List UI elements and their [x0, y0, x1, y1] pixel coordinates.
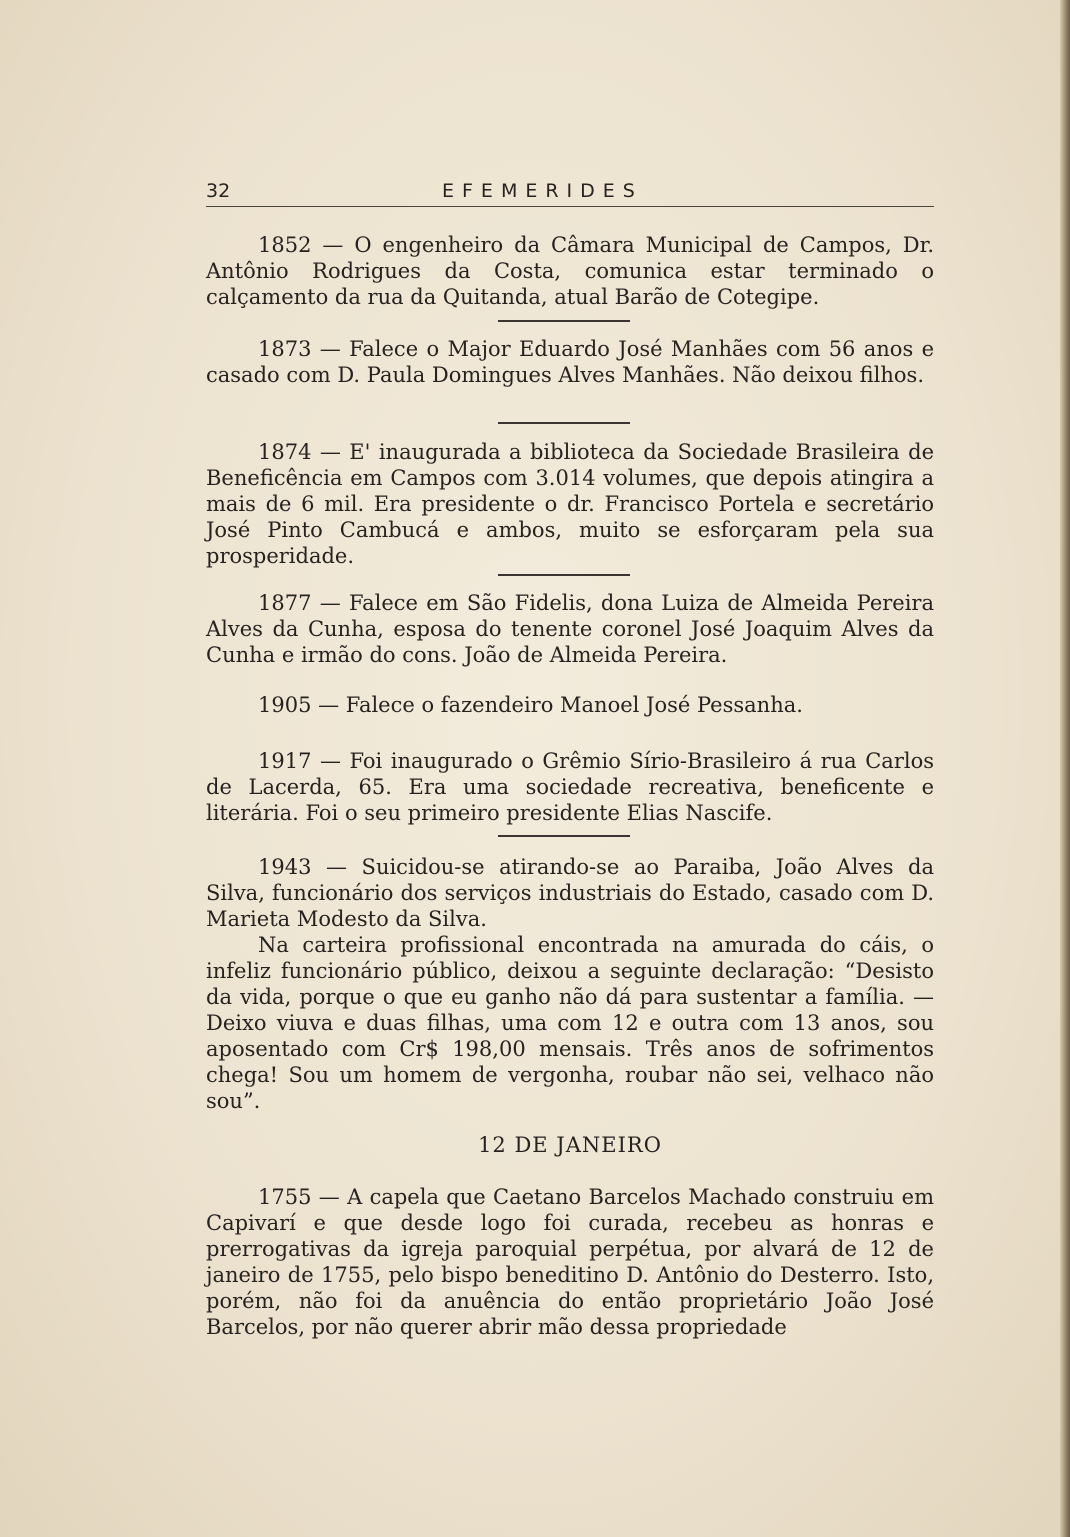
entry-1943-continuation	[206, 932, 934, 1114]
entry-text: 1877 — Falece em São Fidelis, dona Luiza de Almeida Pereira Alves da Cunha, esposa do tenente coronel José Joaquim Alves da Cunha e irmão do cons. João de Almeida Pereira.	[206, 591, 934, 667]
page-edge	[1060, 0, 1070, 1537]
entry-text: 1905 — Falece o fazendeiro Manoel José Pessanha.	[258, 693, 803, 717]
entry-1874	[206, 439, 934, 569]
entry-text: 1943 — Suicidou-se atirando-se ao Paraiba, João Alves da Silva, funcionário dos serviços industriais do Estado, casado com D. Marieta Modesto da Silva.	[206, 855, 934, 931]
entry-text: 1852 — O engenheiro da Câmara Municipal de Campos, Dr. Antônio Rodrigues da Costa, comunica estar terminado o calçamento da rua da Quitanda, atual Barão de Cotegipe.	[206, 233, 934, 309]
entry-1943	[206, 854, 934, 932]
entry-text: 1755 — A capela que Caetano Barcelos Machado construiu em Capivarí e que desde logo foi curada, recebeu as honras e prerrogativas da igreja paroquial perpétua, por alvará de 12 de janeiro de 1755, pelo bispo beneditino D. Antônio do Desterro. Isto, porém, não foi da anuência do então proprietário João José Barcelos, por não querer abrir mão dessa propriedade	[206, 1185, 934, 1339]
entry-text: Na carteira profissional encontrada na amurada do cáis, o infeliz funcionário público, deixou a seguinte declaração: “Desisto da vida, porque o que eu ganho não dá para sustentar a família. — Deixo viuva e duas filhas, uma com 12 e outra com 13 anos, sou aposentado com Cr$ 198,00 mensais. Três anos de sofrimentos chega! Sou um homem de vergonha, roubar não sei, velhaco não sou”.	[206, 933, 934, 1113]
page-number: 32	[206, 180, 231, 202]
entry-text: 1917 — Foi inaugurado o Grêmio Sírio-Brasileiro á rua Carlos de Lacerda, 65. Era uma sociedade recreativa, beneficente e literária. Foi o seu primeiro presidente Elias Nascife.	[206, 749, 934, 825]
entry-1852	[206, 232, 934, 310]
entry-1917	[206, 748, 934, 826]
running-title: EFEMERIDES	[442, 180, 643, 202]
section-heading: 12 DE JANEIRO	[478, 1133, 662, 1157]
page-header	[206, 180, 934, 207]
entry-1905	[206, 692, 934, 718]
entry-text: 1874 — E' inaugurada a biblioteca da Sociedade Brasileira de Beneficência em Campos com 3.014 volumes, que depois atingira a mais de 6 mil. Era presidente o dr. Francisco Portela e secretário José Pinto Cambucá e ambos, muito se esforçaram pela sua prosperidade.	[206, 440, 934, 568]
entry-1755	[206, 1184, 934, 1340]
entry-1877	[206, 590, 934, 668]
separator-rule	[498, 320, 630, 322]
separator-rule	[498, 835, 630, 837]
entry-1873	[206, 336, 934, 388]
entry-text: 1873 — Falece o Major Eduardo José Manhães com 56 anos e casado com D. Paula Domingues Alves Manhães. Não deixou filhos.	[206, 337, 934, 387]
separator-rule	[498, 422, 630, 424]
separator-rule	[498, 574, 630, 576]
